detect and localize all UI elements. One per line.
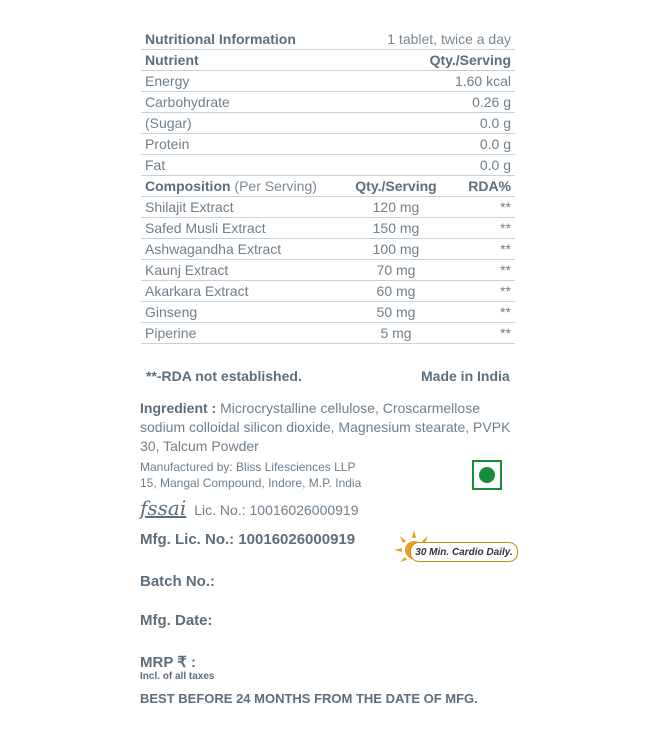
composition-header xyxy=(145,178,341,194)
nutrient-name: Carbohydrate xyxy=(145,94,230,110)
ingredient-rda: ** xyxy=(500,325,511,341)
composition-sub-label: (Per Serving) xyxy=(230,178,317,194)
ingredient-name: Piperine xyxy=(145,325,197,341)
ingredient-block xyxy=(140,399,540,456)
nutrient-name: Energy xyxy=(145,73,190,89)
cardio-badge-label: 30 Min. Cardio Daily. xyxy=(410,542,518,562)
ingredient-qty: 60 mg xyxy=(376,283,416,299)
cardio-badge xyxy=(392,528,518,566)
manufacturer-block xyxy=(140,459,361,491)
fssai-line xyxy=(140,496,359,520)
table-row xyxy=(141,260,515,281)
ingredient-rda: ** xyxy=(500,283,511,299)
ingredient-name: Akarkara Extract xyxy=(145,283,249,299)
table-row xyxy=(141,113,515,134)
table-row xyxy=(141,155,515,176)
table-row xyxy=(141,281,515,302)
nutrient-value: 0.0 g xyxy=(479,136,511,152)
ingredient-name: Shilajit Extract xyxy=(145,199,234,215)
ingredient-name: Safed Musli Extract xyxy=(145,220,266,236)
table-row xyxy=(141,218,515,239)
ingredient-label: Ingredient : xyxy=(140,400,217,416)
qty-header: Qty./Serving xyxy=(429,52,511,68)
ingredient-line2: sodium colloidal silicon dioxide, Magnesium stearate, PVPK xyxy=(140,419,511,435)
table-row xyxy=(141,302,515,323)
mfg-date-label: Mfg. Date: xyxy=(140,612,213,629)
manufacturer-line1: Manufactured by: Bliss Lifesciences LLP xyxy=(140,460,356,474)
ingredient-rda: ** xyxy=(500,262,511,278)
manufacturer-line2: 15, Mangal Compound, Indore, M.P. India xyxy=(140,476,362,490)
table-row xyxy=(141,197,515,218)
nutrient-value: 0.0 g xyxy=(479,157,511,173)
nutrient-name: Fat xyxy=(145,157,166,173)
table-row xyxy=(141,134,515,155)
rda-header: RDA% xyxy=(468,178,511,194)
mrp-sub-label: Incl. of all taxes xyxy=(140,671,215,682)
ingredient-line1: Microcrystalline cellulose, Croscarmellose xyxy=(220,400,480,416)
ingredient-name: Ashwagandha Extract xyxy=(145,241,282,257)
nutrition-header-row xyxy=(141,50,515,71)
fssai-lic-number: Lic. No.: 10016026000919 xyxy=(194,502,359,518)
batch-label: Batch No.: xyxy=(140,573,215,590)
nutrition-title-row xyxy=(141,29,515,50)
table-row xyxy=(141,92,515,113)
table-row xyxy=(141,239,515,260)
made-in-india: Made in India xyxy=(421,368,510,384)
ingredient-qty: 70 mg xyxy=(376,262,416,278)
ingredient-rda: ** xyxy=(500,304,511,320)
composition-label: Composition xyxy=(145,178,231,194)
ingredient-rda: ** xyxy=(500,220,511,236)
table-row xyxy=(141,323,515,344)
dosage-text: 1 tablet, twice a day xyxy=(387,31,511,47)
table-row xyxy=(141,71,515,92)
ingredient-qty: 150 mg xyxy=(372,220,420,236)
nutrition-title: Nutritional Information xyxy=(145,31,296,47)
ingredient-qty: 120 mg xyxy=(372,199,420,215)
ingredient-rda: ** xyxy=(500,241,511,257)
veg-mark-icon xyxy=(472,460,502,490)
ingredient-line3: 30, Talcum Powder xyxy=(140,438,259,454)
composition-header-row xyxy=(141,176,515,197)
best-before-text: BEST BEFORE 24 MONTHS FROM THE DATE OF MFG. xyxy=(140,691,478,706)
nutrient-name: Protein xyxy=(145,136,190,152)
nutrient-header: Nutrient xyxy=(145,52,199,68)
nutrient-value: 0.26 g xyxy=(472,94,511,110)
composition-qty-header: Qty./Serving xyxy=(355,178,437,194)
nutrient-value: 1.60 kcal xyxy=(454,73,511,89)
mfg-lic-number: Mfg. Lic. No.: 10016026000919 xyxy=(140,531,356,548)
nutrient-value: 0.0 g xyxy=(479,115,511,131)
ingredient-rda: ** xyxy=(500,199,511,215)
ingredient-qty: 100 mg xyxy=(372,241,420,257)
ingredient-qty: 5 mg xyxy=(380,325,412,341)
nutrition-table xyxy=(141,29,515,344)
ingredient-name: Kaunj Extract xyxy=(145,262,229,278)
mrp-label: MRP ₹ : xyxy=(140,654,196,671)
ingredient-qty: 50 mg xyxy=(376,304,416,320)
rda-note: **-RDA not established. xyxy=(146,368,302,384)
fssai-logo: fssai xyxy=(140,496,187,520)
ingredient-name: Ginseng xyxy=(145,304,198,320)
nutrient-name: (Sugar) xyxy=(145,115,192,131)
